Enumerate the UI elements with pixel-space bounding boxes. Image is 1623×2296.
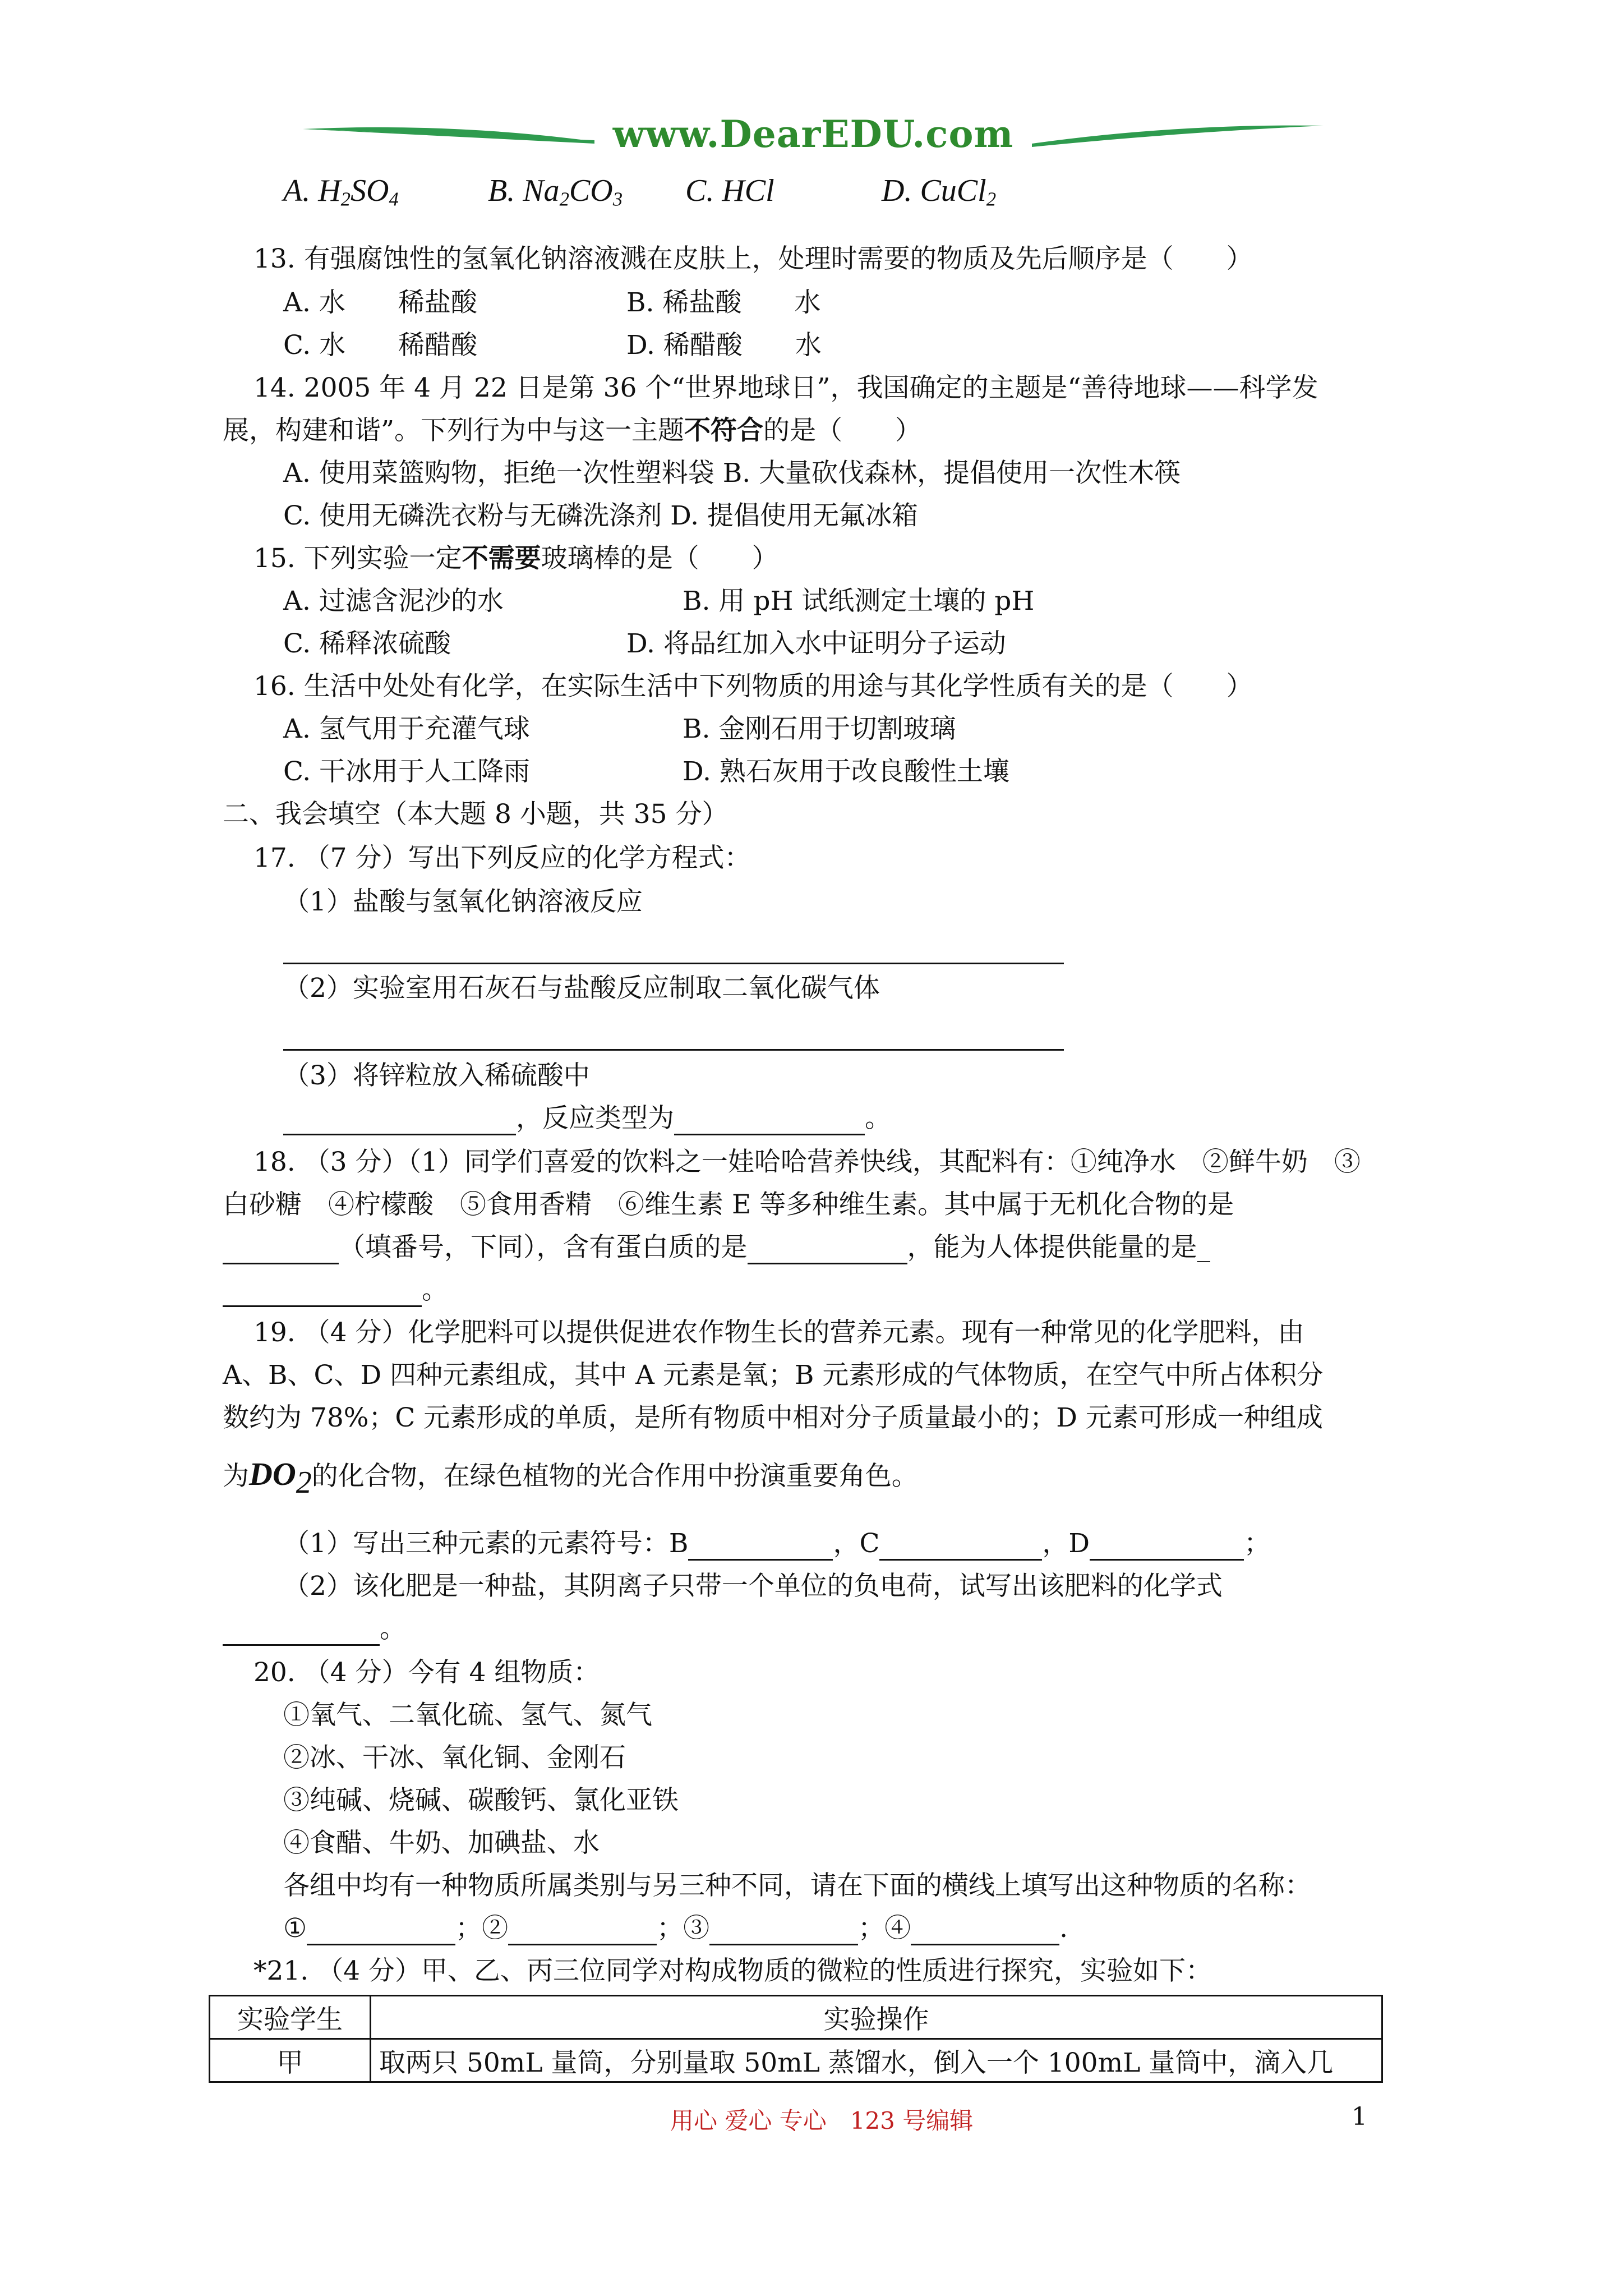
q20-group-2: ②冰、干冰、氧化铜、金刚石: [283, 1742, 626, 1773]
q19-part1: （1）写出三种元素的元素符号：B ，C ，D ；: [283, 1527, 1270, 1561]
q17-equation-blank[interactable]: [283, 1107, 516, 1135]
q14-stem-line1: 14. 2005 年 4 月 22 日是第 36 个“世界地球日”，我国确定的主题是“善待地球——科学发: [253, 372, 1318, 403]
q20-group-1: ①氧气、二氧化硫、氢气、氮气: [283, 1700, 652, 1731]
q12-option-d: D. CuCl$_2$: [882, 173, 997, 210]
site-name: www.DearEDU.com: [612, 112, 1014, 156]
q15-option-c: C. 稀释浓硫酸: [283, 628, 451, 659]
q20-stem: 20. （4 分）今有 4 组物质：: [253, 1657, 600, 1688]
q18-inorganic-blank[interactable]: [223, 1236, 339, 1264]
q15-option-a: A. 过滤含泥沙的水: [283, 586, 504, 616]
table-cell-student: 甲: [210, 2039, 371, 2082]
q14-options-cd: C. 使用无磷洗衣粉与无磷洗涤剂 D. 提倡使用无氟冰箱: [283, 500, 918, 531]
q19-line4: 为$DO_2$的化合物，在绿色植物的光合作用中扮演重要角色。: [223, 1456, 918, 1500]
q20-group-4: ④食醋、牛奶、加碘盐、水: [283, 1828, 600, 1858]
section-2-heading: 二、我会填空（本大题 8 小题，共 35 分）: [223, 799, 728, 830]
q19-line1: 19. （4 分）化学肥料可以提供促进农作物生长的营养元素。现有一种常见的化学肥料，由: [253, 1317, 1304, 1348]
q19-d-blank[interactable]: [1090, 1532, 1244, 1561]
q20-blank-4[interactable]: [911, 1917, 1059, 1945]
table-header-operation: 实验操作: [371, 1996, 1382, 2039]
q16-option-c: C. 干冰用于人工降雨: [283, 756, 531, 787]
q19-c-blank[interactable]: [879, 1532, 1042, 1561]
q16-option-d: D. 熟石灰用于改良酸性土壤: [683, 756, 1009, 787]
q15-stem: 15. 下列实验一定不需要玻璃棒的是（ ）: [253, 543, 778, 574]
q13-stem: 13. 有强腐蚀性的氢氧化钠溶液溅在皮肤上，处理时需要的物质及先后顺序是（ ）: [253, 243, 1253, 274]
q21-stem: *21. （4 分）甲、乙、丙三位同学对构成物质的微粒的性质进行探究，实验如下：: [253, 1955, 1212, 1986]
q17-part3-answer: ，反应类型为 。: [283, 1102, 891, 1135]
q18-line2: 白砂糖 ④柠檬酸 ⑤食用香精 ⑥维生素 E 等多种维生素。其中属于无机化合物的是: [223, 1189, 1234, 1220]
q13-option-b: B. 稀盐酸 水: [626, 287, 821, 318]
q17-part3: （3）将锌粒放入稀硫酸中: [283, 1060, 590, 1091]
q17-part1: （1）盐酸与氢氧化钠溶液反应: [283, 886, 643, 917]
table-cell-operation: 取两只 50mL 量筒，分别量取 50mL 蒸馏水，倒入一个 100mL 量筒中，滴入几: [371, 2039, 1382, 2082]
table-header-student: 实验学生: [210, 1996, 371, 2039]
q20-blank-1[interactable]: [307, 1917, 455, 1945]
q20-blank-2[interactable]: [508, 1917, 657, 1945]
site-header: [303, 112, 1324, 163]
q17-stem: 17. （7 分）写出下列反应的化学方程式：: [253, 843, 751, 873]
q14-stem-line2: 展，构建和谐”。下列行为中与这一主题不符合的是（ ）: [223, 415, 922, 446]
q13-option-a: A. 水 稀盐酸: [283, 287, 477, 318]
page-number: 1: [1352, 2102, 1367, 2131]
q16-option-a: A. 氢气用于充灌气球: [283, 714, 530, 744]
q15-option-d: D. 将品红加入水中证明分子运动: [626, 628, 1006, 659]
q16-option-b: B. 金刚石用于切割玻璃: [683, 714, 956, 744]
q13-option-d: D. 稀醋酸 水: [626, 330, 822, 361]
q19-line3: 数约为 78%；C 元素形成的单质，是所有物质中相对分子质量最小的；D 元素可形成一种组成: [223, 1402, 1323, 1433]
q18-line3: （填番号，下同），含有蛋白质的是 ，能为人体提供能量的是_: [223, 1231, 1210, 1264]
q18-line4: 。: [223, 1273, 448, 1307]
q15-option-b: B. 用 pH 试纸测定土壤的 pH: [683, 586, 1035, 616]
q20-group-3: ③纯碱、烧碱、碳酸钙、氯化亚铁: [283, 1785, 679, 1816]
q19-part2: （2）该化肥是一种盐，其阴离子只带一个单位的负电荷，试写出该肥料的化学式: [283, 1571, 1223, 1602]
q17-reaction-type-blank[interactable]: [674, 1107, 865, 1135]
q19-line2: A、B、C、D 四种元素组成，其中 A 元素是氧；B 元素形成的气体物质，在空气中所占体积分: [223, 1360, 1324, 1391]
q12-option-b: B. $Na_2CO_3$: [488, 173, 623, 210]
q18-line1: 18. （3 分）（1）同学们喜爱的饮料之一娃哈哈营养快线，其配料有：①纯净水 ②鲜牛奶 ③: [253, 1147, 1361, 1177]
table-header-row: [210, 1996, 1382, 2039]
q18-energy-blank[interactable]: [223, 1278, 422, 1307]
q20-answers: ① ；② ；③ ；④ .: [283, 1912, 1068, 1945]
q19-b-blank[interactable]: [688, 1532, 833, 1561]
q17-answer-line-1[interactable]: [283, 963, 1064, 964]
q20-blank-3[interactable]: [709, 1917, 858, 1945]
table-row: [210, 2039, 1382, 2082]
q17-answer-line-2[interactable]: [283, 1049, 1064, 1051]
q17-part2: （2）实验室用石灰石与盐酸反应制取二氧化碳气体: [283, 973, 880, 1004]
q16-stem: 16. 生活中处处有化学，在实际生活中下列物质的用途与其化学性质有关的是（ ）: [253, 671, 1253, 702]
q18-protein-blank[interactable]: [748, 1236, 907, 1264]
q12-option-a: A. $H_2SO_4$: [283, 173, 399, 210]
q20-instruction: 各组中均有一种物质所属类别与另三种不同，请在下面的横线上填写出这种物质的名称：: [283, 1870, 1311, 1901]
q21-experiment-table: [209, 1995, 1383, 2083]
q19-part2-answer: 。: [223, 1612, 406, 1646]
footer-editor-note: 用心 爱心 专心 123 号编辑: [670, 2107, 974, 2134]
q13-option-c: C. 水 稀醋酸: [283, 330, 478, 361]
q19-formula-blank[interactable]: [223, 1617, 380, 1646]
q14-options-ab: A. 使用菜篮购物，拒绝一次性塑料袋 B. 大量砍伐森林，提倡使用一次性木筷: [283, 458, 1181, 489]
q12-option-c: C. HCl: [685, 173, 774, 208]
